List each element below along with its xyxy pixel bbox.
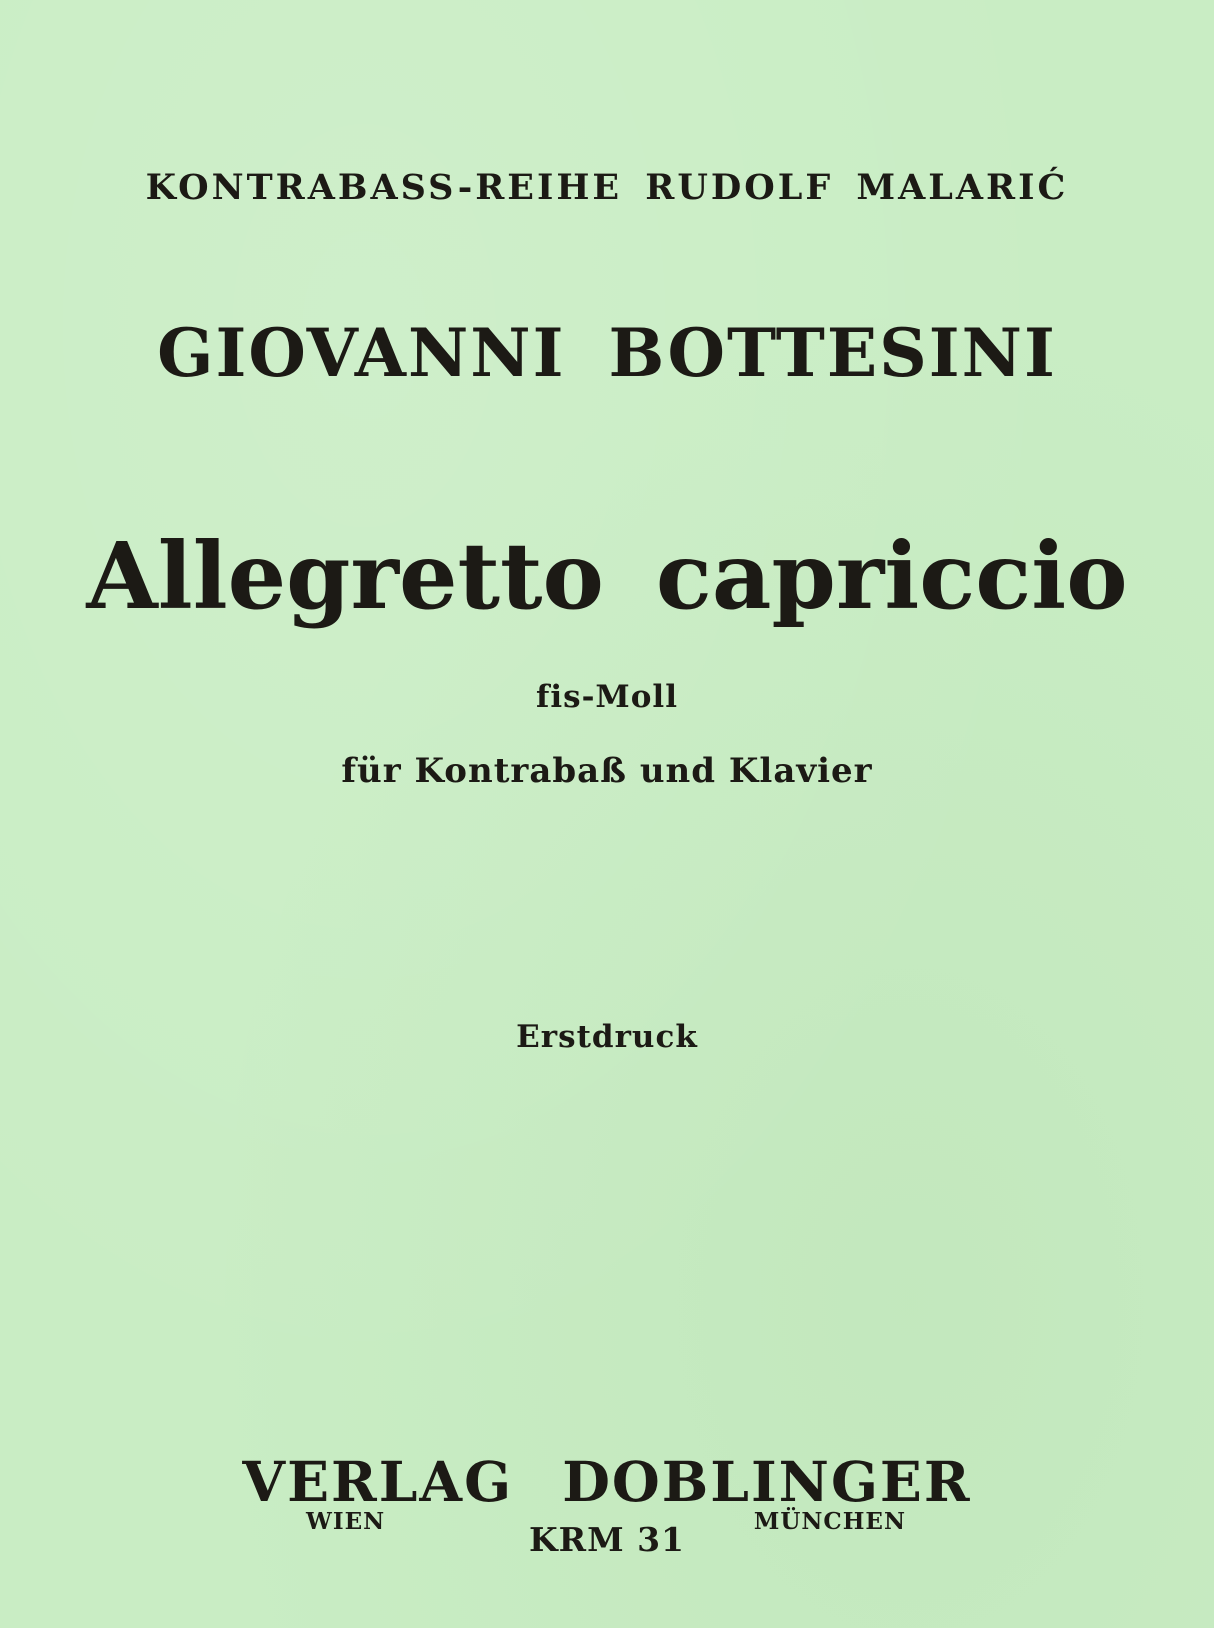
catalog-number: KRM 31: [528, 1520, 686, 1559]
edition-note: Erstdruck: [516, 1019, 698, 1055]
key-label: fis-Moll: [536, 679, 678, 715]
publisher-city-wien: WIEN: [306, 1508, 386, 1535]
series-label: KONTRABASS-REIHE RUDOLF MALARIĆ: [145, 167, 1069, 208]
composer-name: GIOVANNI BOTTESINI: [157, 314, 1057, 392]
publisher-name: VERLAG DOBLINGER: [242, 1449, 972, 1514]
instrumentation-label: für Kontrabaß und Klavier: [341, 751, 873, 791]
work-title: Allegretto capriccio: [86, 522, 1128, 630]
publisher-city-muenchen: MÜNCHEN: [753, 1508, 906, 1535]
